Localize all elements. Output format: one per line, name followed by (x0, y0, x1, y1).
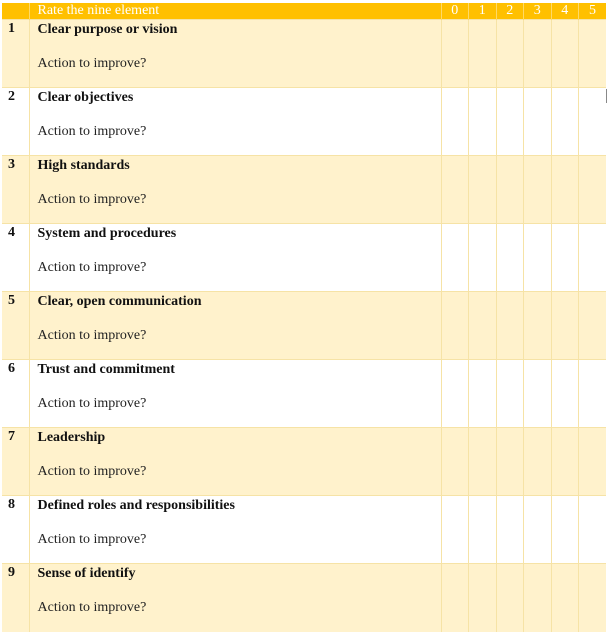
action-to-improve-prompt[interactable]: Action to improve? (37, 464, 147, 479)
table-row (2, 156, 606, 224)
score-cell-3[interactable] (524, 88, 552, 156)
score-cell-5[interactable] (579, 564, 607, 632)
row-number-cell (2, 88, 29, 156)
score-cell-3[interactable] (524, 564, 552, 632)
score-cell-0[interactable] (441, 20, 469, 88)
row-number-cell (2, 360, 29, 428)
score-cell-0[interactable] (441, 360, 469, 428)
row-number: 9 (8, 565, 15, 580)
score-cell-1[interactable] (469, 496, 497, 564)
score-cell-5[interactable] (579, 496, 607, 564)
element-title: Defined roles and responsibilities (37, 498, 235, 513)
row-number-cell (2, 156, 29, 224)
score-cell-0[interactable] (441, 224, 469, 292)
header-row (2, 3, 606, 20)
header-num-cell (2, 3, 29, 20)
element-cell (29, 88, 441, 156)
row-number: 8 (8, 497, 15, 512)
score-cell-3[interactable] (524, 224, 552, 292)
score-cell-2[interactable] (496, 20, 524, 88)
element-cell (29, 156, 441, 224)
score-cell-3[interactable] (524, 360, 552, 428)
score-cell-2[interactable] (496, 88, 524, 156)
score-cell-0[interactable] (441, 428, 469, 496)
score-cell-3[interactable] (524, 156, 552, 224)
element-title: High standards (37, 158, 130, 173)
row-number: 1 (8, 21, 15, 36)
element-cell (29, 564, 441, 632)
score-cell-0[interactable] (441, 496, 469, 564)
row-number-cell (2, 496, 29, 564)
header-score-2: 2 (496, 3, 524, 20)
rating-table-sheet (2, 3, 606, 632)
row-number: 4 (8, 225, 15, 240)
header-score-4: 4 (551, 3, 579, 20)
score-cell-0[interactable] (441, 88, 469, 156)
score-cell-2[interactable] (496, 292, 524, 360)
score-cell-5[interactable] (579, 428, 607, 496)
score-cell-5[interactable] (579, 20, 607, 88)
score-cell-3[interactable] (524, 292, 552, 360)
score-cell-2[interactable] (496, 156, 524, 224)
score-cell-4[interactable] (551, 20, 579, 88)
row-number-cell (2, 20, 29, 88)
element-cell (29, 496, 441, 564)
action-to-improve-prompt[interactable]: Action to improve? (37, 56, 147, 71)
element-cell (29, 360, 441, 428)
score-cell-4[interactable] (551, 564, 579, 632)
element-cell (29, 428, 441, 496)
element-cell (29, 292, 441, 360)
score-cell-2[interactable] (496, 496, 524, 564)
table-row (2, 564, 606, 632)
action-to-improve-prompt[interactable]: Action to improve? (37, 396, 147, 411)
score-cell-4[interactable] (551, 292, 579, 360)
score-cell-4[interactable] (551, 496, 579, 564)
table-row (2, 496, 606, 564)
row-number-cell (2, 224, 29, 292)
score-cell-0[interactable] (441, 564, 469, 632)
score-cell-4[interactable] (551, 88, 579, 156)
score-cell-4[interactable] (551, 156, 579, 224)
row-number: 6 (8, 361, 15, 376)
action-to-improve-prompt[interactable]: Action to improve? (37, 192, 147, 207)
score-cell-4[interactable] (551, 428, 579, 496)
header-score-1: 1 (469, 3, 497, 20)
score-cell-1[interactable] (469, 564, 497, 632)
element-title: Clear, open communication (37, 294, 202, 309)
element-title: System and procedures (37, 226, 177, 241)
score-cell-1[interactable] (469, 428, 497, 496)
header-score-0: 0 (441, 3, 469, 20)
row-number-cell (2, 428, 29, 496)
score-cell-1[interactable] (469, 224, 497, 292)
action-to-improve-prompt[interactable]: Action to improve? (37, 600, 147, 615)
row-number-cell (2, 564, 29, 632)
table-row (2, 360, 606, 428)
table-body (2, 20, 606, 632)
score-cell-4[interactable] (551, 224, 579, 292)
action-to-improve-prompt[interactable]: Action to improve? (37, 328, 147, 343)
score-cell-1[interactable] (469, 20, 497, 88)
score-cell-0[interactable] (441, 292, 469, 360)
element-title: Trust and commitment (37, 362, 175, 377)
score-cell-3[interactable] (524, 428, 552, 496)
score-cell-5[interactable] (579, 88, 607, 156)
rating-table (2, 3, 606, 632)
table-row (2, 20, 606, 88)
row-number: 2 (8, 89, 15, 104)
element-title: Clear objectives (37, 90, 134, 105)
element-title: Sense of identify (37, 566, 136, 581)
row-number: 5 (8, 293, 15, 308)
element-cell (29, 224, 441, 292)
score-cell-2[interactable] (496, 224, 524, 292)
score-cell-5[interactable] (579, 292, 607, 360)
score-cell-3[interactable] (524, 20, 552, 88)
score-cell-1[interactable] (469, 292, 497, 360)
header-score-5: 5 (579, 3, 607, 20)
element-title: Clear purpose or vision (37, 22, 178, 37)
score-cell-1[interactable] (469, 360, 497, 428)
action-to-improve-prompt[interactable]: Action to improve? (37, 532, 147, 547)
element-cell (29, 20, 441, 88)
score-cell-5[interactable] (579, 224, 607, 292)
score-cell-2[interactable] (496, 360, 524, 428)
score-cell-4[interactable] (551, 360, 579, 428)
score-cell-2[interactable] (496, 428, 524, 496)
score-cell-3[interactable] (524, 496, 552, 564)
table-row (2, 428, 606, 496)
row-number: 7 (8, 429, 15, 444)
score-cell-5[interactable] (579, 156, 607, 224)
score-cell-2[interactable] (496, 564, 524, 632)
score-cell-5[interactable] (579, 360, 607, 428)
text-cursor-marker (606, 89, 607, 103)
table-row (2, 224, 606, 292)
score-cell-1[interactable] (469, 156, 497, 224)
element-title: Leadership (37, 430, 106, 445)
table-row (2, 292, 606, 360)
table-row (2, 88, 606, 156)
action-to-improve-prompt[interactable]: Action to improve? (37, 260, 147, 275)
score-cell-1[interactable] (469, 88, 497, 156)
row-number: 3 (8, 157, 15, 172)
row-number-cell (2, 292, 29, 360)
header-score-3: 3 (524, 3, 552, 20)
score-cell-0[interactable] (441, 156, 469, 224)
header-label: Rate the nine element (29, 3, 441, 20)
action-to-improve-prompt[interactable]: Action to improve? (37, 124, 147, 139)
